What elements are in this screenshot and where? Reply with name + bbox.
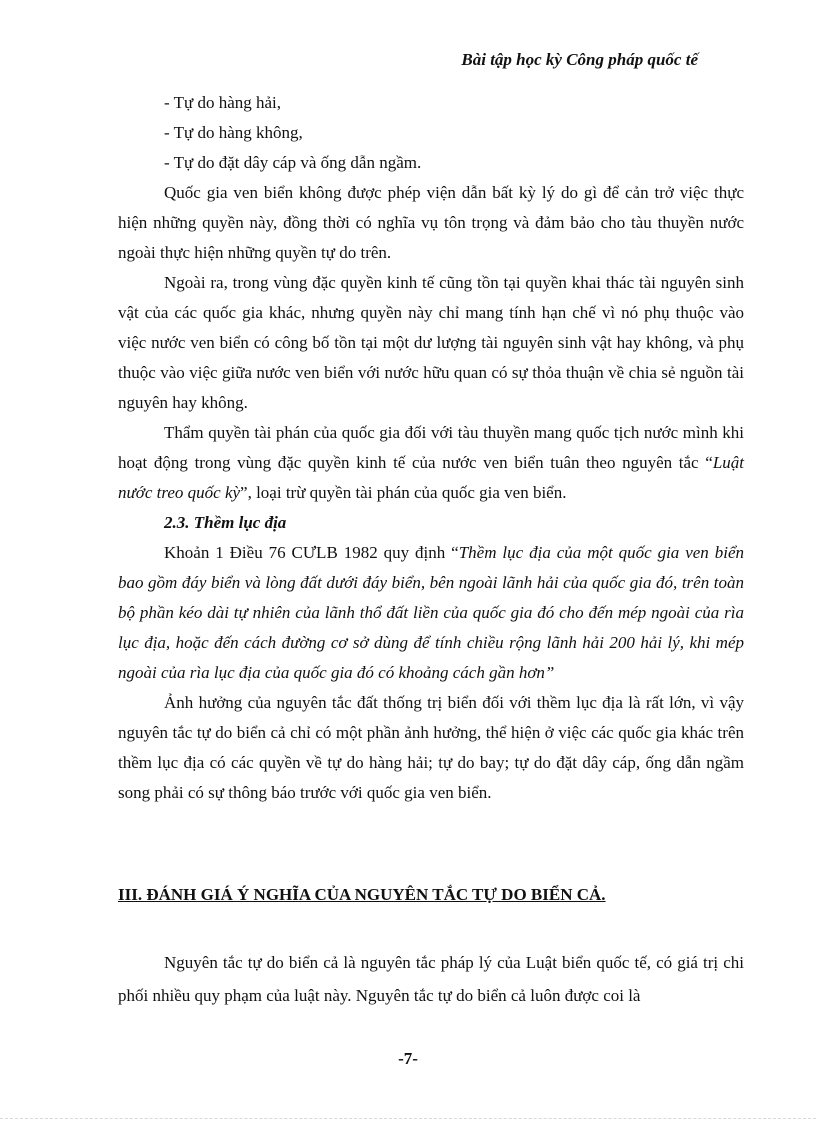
body-text: [118, 88, 744, 268]
bullet-item: - Tự do hàng hải,: [164, 93, 282, 112]
paragraph-text: Ngoài ra, trong vùng đặc quyền kinh tế cũng tồn tại quyền khai thác tài nguyên sinh vật của các quốc gia khác, nhưng quyền này chỉ mang tính hạn chế vì nó phụ thuộc vào việc nước ven biển có công bố tồn tại một dư lượng tài nguyên sinh vật hay không, và phụ thuộc vào việc giữa nước ven biển với nước hữu quan có sự thỏa thuận về chia sẻ nguồn tài nguyên hay không.: [118, 273, 744, 412]
subheading: 2.3. Thềm lục địa: [164, 513, 287, 532]
paragraph-text: Ảnh hưởng của nguyên tắc đất thống trị biển đối với thềm lục địa là rất lớn, vì vậy nguyên tắc tự do biển cả chỉ có một phần ảnh hưởng, thể hiện ở việc các quốc gia khác trên thềm lục địa có các quyền về tự do hàng hải; tự do bay; tự do đặt dây cáp, ống dẫn ngầm song phải có sự thông báo trước với quốc gia ven biển.: [118, 693, 744, 802]
paragraph-text: Khoản 1 Điều 76 CƯLB 1982 quy định “: [164, 543, 459, 562]
text-flow: [118, 268, 744, 808]
paragraph-text: Nguyên tắc tự do biển cả là nguyên tắc pháp lý của Luật biển quốc tế, có giá trị chi phối nhiều quy phạm của luật này. Nguyên tắc tự do biển cả luôn được coi là: [118, 953, 744, 1005]
closing-paragraph: [118, 946, 744, 1012]
footer-divider: [0, 1118, 816, 1119]
section-heading: III. ĐÁNH GIÁ Ý NGHĨA CỦA NGUYÊN TẮC TỰ DO BIỂN CẢ.: [118, 885, 606, 904]
page-number: -7-: [398, 1049, 418, 1068]
running-header: Bài tập học kỳ Công pháp quốc tế: [461, 50, 698, 69]
bullet-item: - Tự do đặt dây cáp và ống dẫn ngầm.: [164, 153, 422, 172]
paragraph: [118, 268, 744, 418]
legal-quote: Thềm lục địa của một quốc gia ven biển bao gồm đáy biển và lòng đất dưới đáy biển, bên ngoài lãnh hải của quốc gia đó, trên toàn bộ phần kéo dài tự nhiên của lãnh thổ đất liền của quốc gia đó cho đến mép ngoài của rìa lục địa, hoặc đến cách đường cơ sở dùng để tính chiều rộng lãnh hải 200 hải lý, khi mép ngoài của rìa lục địa của quốc gia đó có khoảng cách gần hơn”: [118, 543, 744, 682]
italic-term: Luật nước treo quốc kỳ: [118, 453, 744, 502]
paragraph-text: ”, loại trừ quyền tài phán của quốc gia ven biển.: [240, 483, 567, 502]
paragraph: [118, 688, 744, 808]
paragraph-text: Quốc gia ven biển không được phép viện dẫn bất kỳ lý do gì để cản trở việc thực hiện những quyền này, đồng thời có nghĩa vụ tôn trọng và đảm bảo cho tàu thuyền nước ngoài thực hiện những quyền tự do trên.: [118, 183, 744, 262]
paragraph: [118, 178, 744, 268]
bullet-item: - Tự do hàng không,: [164, 123, 303, 142]
paragraph: [118, 538, 744, 688]
paragraph-text: Thẩm quyền tài phán của quốc gia đối với tàu thuyền mang quốc tịch nước mình khi hoạt động trong vùng đặc quyền kinh tế của nước ven biển tuân theo nguyên tắc “: [118, 423, 744, 472]
paragraph: [118, 418, 744, 508]
